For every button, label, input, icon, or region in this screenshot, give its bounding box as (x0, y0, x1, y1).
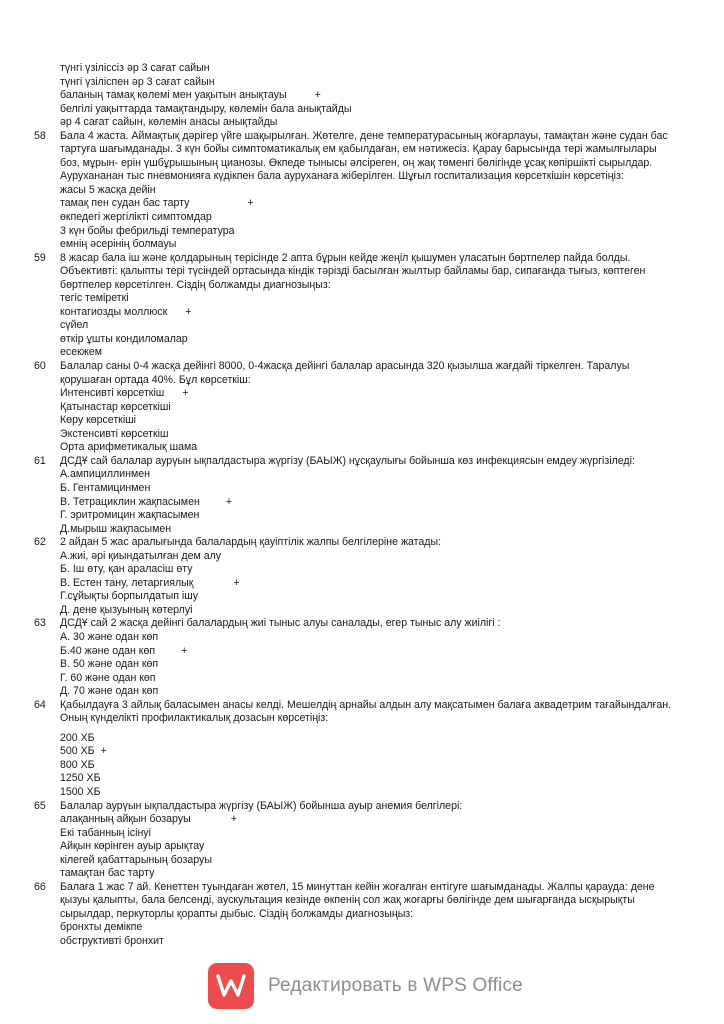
option: А.ампициллинмен (60, 468, 150, 481)
option: В. Естен тану, летаргиялық + (60, 576, 240, 589)
option: әр 4 сағат сайын, көлемін анасы анықтайды (60, 116, 278, 129)
question-text: 58 Бала 4 жаста. Аймақтық дәрігер үйге шақырылған. Жөтелге, дене температурасының жоғарлауы, тамақтан және судан бас тартуға шағымданады. 3 күн бойы симптоматикалық ем қабылдаған, ем нәтижесіз. Қарау барысында тері жамылғылары боз, мұрын- ерін үшбұрышының цианозы. Өкпеде тынысы әлсіреген, оң жақ төменгі бөлігінде ұсақ көпіршікті сырылдар. Аурухананан тыс пневмонияға күдікпен бала ауруханаға жіберілген. Шұғыл госпитализация көрсеткішін көрсетіңіз: (34, 129, 668, 183)
option: В. Тетрациклин жақпасымен + (60, 495, 233, 508)
option: өкпедегі жергілікті симптомдар (60, 211, 212, 224)
question-number: 62 (34, 536, 46, 549)
correct-mark: + (100, 745, 107, 758)
option: Б.40 және одан көп + (60, 644, 188, 657)
option: А.жиі, әрі қиындатылған дем алу (60, 549, 222, 562)
question-number: 61 (34, 454, 46, 467)
option: кілегей қабаттарының бозаруы (60, 853, 212, 866)
correct-mark: + (185, 305, 192, 318)
question-text: 66 Балаға 1 жас 7 ай. Кенеттен туындаған жөтел, 15 минуттан кейін жоғалған ентігуге шағымданады. Жалпы қарауда: дене қызуы қалыпты, бала белсенді, аускультация кезінде өкпенің сол жақ жоғарғы бөлігінде дем шығарғанда ысқырықты сырылдар, перкуторлы қорапты дыбыс. Сіздің болжамды диагнозыңыз: (34, 880, 655, 920)
wps-logo-icon (208, 963, 254, 1009)
question-number: 63 (34, 617, 46, 630)
correct-mark: + (225, 495, 233, 508)
option: Б. Іш өту, қан араласіш өту (60, 563, 193, 576)
question-text: 61 ДСДҰ сай балалар аурүын ықпалдастыра жүргізу (БАЫЖ) нұсқаулығы бойынша көз инфекциясын емдеу жүргізіледі: (34, 454, 635, 467)
option: 800 ХБ (60, 758, 95, 771)
option: Екі табанның ісінуі (60, 826, 151, 839)
option: Д.мырыш жақпасымен (60, 522, 172, 535)
question-number: 60 (34, 360, 46, 373)
option: бронхты демікпе (60, 921, 143, 934)
option: Г. эритромицин жақпасымен (60, 509, 200, 522)
correct-mark: + (182, 387, 189, 400)
question-text: 62 2 айдан 5 жас аралығында балалардың қауіптілік жалпы белгілеріне жатады: (34, 536, 442, 549)
option: Г. 60 және одан көп (60, 671, 156, 684)
question-text: 63 ДСДҰ сай 2 жасқа дейінгі балалардың жиі тыныс алуы саналады, егер тыныс алу жиілігі : (34, 617, 501, 630)
option: Айқын көрінген ауыр арықтау (60, 840, 205, 853)
option: белгілі уақыттарда тамақтандыру, көлемін бала анықтайды (60, 102, 352, 115)
question-number: 58 (34, 129, 46, 142)
question-text: 65 Балалар аурүын ықпалдастыра жүргізу (БАЫЖ) бойынша ауыр анемия белгілері: (34, 799, 463, 812)
correct-mark: + (233, 576, 240, 589)
option: тегіс теміреткі (60, 292, 129, 305)
option: 1250 ХБ (60, 772, 101, 785)
question-text: 64 Қабылдауға 3 айлық баласымен анасы келді. Мешелдің арнайы алдын алу мақсатымен балаға аквадетрим тағайындалған. Оның күнделікті профилактикалық дозасын көрсетіңіз: (34, 698, 672, 725)
option: тамақтан бас тарту (60, 867, 155, 880)
correct-mark: + (314, 89, 321, 102)
option: 3 күн бойы фебрильді температура (60, 224, 235, 237)
option: А. 30 және одан көп (60, 630, 159, 643)
option: Д. дене қызуының көтерлуі (60, 603, 193, 616)
correct-mark: + (247, 197, 254, 210)
option: емнің әсерінің болмауы (60, 238, 177, 251)
option: жасы 5 жасқа дейін (60, 183, 156, 196)
option: сүйел (60, 319, 89, 332)
question-number: 65 (34, 799, 46, 812)
option: Г.сұйықты борпылдатып ішу (60, 590, 199, 603)
option: тамақ пен судан бас тарту + (60, 197, 254, 210)
option: Интенсивті көрсеткіш + (60, 387, 189, 400)
option: Д. 70 және одан көп (60, 685, 159, 698)
option: өткір ұшты кондиломалар (60, 332, 188, 345)
option: обструктивті бронхит (60, 935, 164, 947)
wps-w-icon (216, 973, 246, 999)
option: контагиозды моллюск + (60, 305, 192, 318)
option: Көру көрсеткіші (60, 414, 137, 427)
option: Қатынастар көрсеткіші (60, 400, 171, 413)
question-text: 60 Балалар саны 0-4 жасқа дейінгі 8000, 0-4жасқа дейінгі балалар арасында 320 қызылша жағдайі тіркелген. Таралуы қорушаған ортада 40%. Бұл көрсеткіш: (34, 360, 630, 386)
option: 500 ХБ + (60, 745, 107, 758)
question-text: 59 8 жасар бала іш және қолдарының терісінде 2 апта бұрын кейде жеңіл қышумен уласатын бөртпелер пайда болды. Объективті: қалыпты тері түсіндей ортасында кіндік тәрізді басылған жылтыр байламы бар, сипағанда тығыз, көптеген бөртпелер көрсетілген. Сіздің болжамды диагнозыңыз: (34, 251, 646, 291)
option: баланың тамақ көлемі мен уақытын анықтауы + (60, 89, 321, 102)
option: Орта арифметикалық шама (60, 441, 198, 454)
option: алақанның айқын бозаруы + (60, 813, 237, 826)
option: Б. Гентамицинмен (60, 481, 151, 494)
option: 1500 ХБ (60, 785, 101, 798)
option: түнгі үзіліспен әр 3 сағат сайын (60, 75, 215, 88)
question-number: 59 (34, 251, 46, 264)
question-number: 64 (34, 698, 46, 711)
correct-mark: + (181, 644, 188, 657)
wps-edit-button[interactable] (208, 963, 538, 1009)
option: В. 50 және одан көп (60, 658, 159, 671)
option: Экстенсивті көрсеткіш (60, 427, 169, 440)
correct-mark: + (230, 813, 237, 826)
intro-options (34, 62, 674, 130)
option: 200 ХБ (60, 731, 95, 744)
wps-edit-label: Редактировать в WPS Office (268, 975, 523, 996)
option: есекжем (60, 346, 102, 359)
document-body (34, 62, 674, 949)
question-number: 66 (34, 880, 46, 893)
option: түнгі үзіліссіз әр 3 сағат сайын (60, 62, 210, 74)
